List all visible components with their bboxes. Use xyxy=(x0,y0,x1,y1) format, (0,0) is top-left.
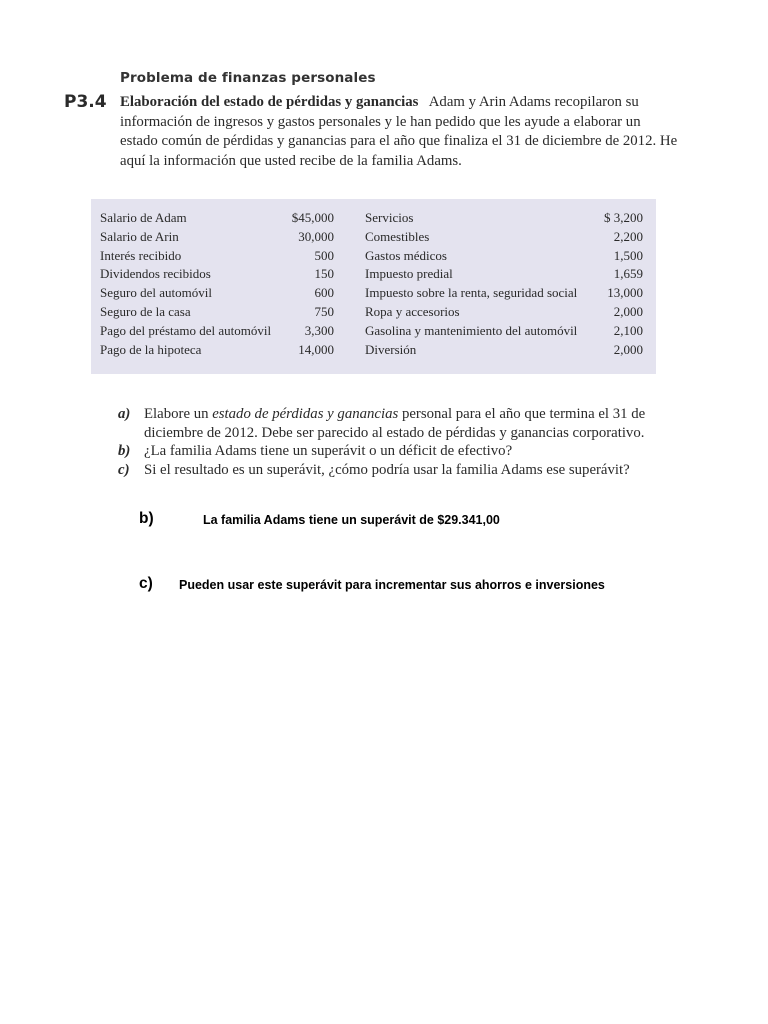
question-a-post: personal para el año que termina el 31 de diciembre de 2012. Debe ser parecido al estado de pérdidas y ganancias corporativo. xyxy=(144,406,646,441)
table-row xyxy=(100,303,334,322)
row-label: Gasolina y mantenimiento del automóvil xyxy=(365,322,578,338)
row-value: 2,200 xyxy=(613,228,643,244)
answer-c-letter: c) xyxy=(139,575,153,592)
table-row xyxy=(365,322,643,341)
table-row xyxy=(365,247,643,266)
answer-b-letter: b) xyxy=(139,510,154,527)
question-a xyxy=(118,405,678,442)
row-value: 150 xyxy=(314,266,334,282)
problem-body: Adam y Arin Adams recopilaron su información de ingresos y gastos personales y le han pedido que les ayude a elaborar un estado común de pérdidas y ganancias para el año que finaliza el 31 de diciembre de 2012. He aquí la información que usted recibe de la familia Adams. xyxy=(120,94,678,169)
row-value: 2,100 xyxy=(613,322,643,338)
question-list xyxy=(118,405,678,479)
section-title: Problema de finanzas personales xyxy=(120,70,376,86)
table-row xyxy=(100,265,334,284)
table-row xyxy=(100,284,334,303)
row-value: 14,000 xyxy=(298,341,334,357)
question-text xyxy=(144,405,678,442)
row-value: $45,000 xyxy=(291,210,334,225)
row-label: Gastos médicos xyxy=(365,247,447,263)
row-label: Impuesto sobre la renta, seguridad social xyxy=(365,285,578,301)
row-value: 30,000 xyxy=(298,228,334,244)
table-row xyxy=(365,265,643,284)
row-value: 13,000 xyxy=(607,285,643,301)
row-label: Pago del préstamo del automóvil xyxy=(100,322,272,338)
table-row xyxy=(365,284,643,303)
answer-b-text: La familia Adams tiene un superávit de $29.341,00 xyxy=(203,513,500,527)
row-label: Seguro de la casa xyxy=(100,303,191,319)
table-row xyxy=(100,341,334,360)
question-b xyxy=(118,442,678,461)
row-label: Salario de Arin xyxy=(100,228,179,244)
row-value: 600 xyxy=(314,285,334,301)
table-row xyxy=(365,209,643,228)
row-label: Comestibles xyxy=(365,228,430,244)
data-column-right xyxy=(365,209,643,359)
question-letter: a) xyxy=(118,406,131,422)
question-letter: c) xyxy=(118,461,130,478)
question-text: ¿La familia Adams tiene un superávit o un déficit de efectivo? xyxy=(144,443,513,459)
row-label: Salario de Adam xyxy=(100,210,187,225)
question-text: Si el resultado es un superávit, ¿cómo podría usar la familia Adams ese superávit? xyxy=(144,461,630,478)
row-label: Seguro del automóvil xyxy=(100,285,212,301)
row-value: 500 xyxy=(314,247,334,263)
problem-statement xyxy=(120,93,680,171)
row-label: Ropa y accesorios xyxy=(365,303,460,319)
table-row xyxy=(365,303,643,322)
problem-lead: Elaboración del estado de pérdidas y ganancias xyxy=(120,94,419,110)
table-row xyxy=(100,247,334,266)
question-a-pre: Elabore un xyxy=(144,406,213,422)
problem-number: P3.4 xyxy=(64,92,107,112)
table-row xyxy=(100,209,334,228)
question-letter: b) xyxy=(118,443,131,459)
row-value: 2,000 xyxy=(613,303,643,319)
row-value: 1,500 xyxy=(613,247,643,263)
data-table xyxy=(91,199,656,374)
row-value: 750 xyxy=(314,303,334,319)
answer-c-text: Pueden usar este superávit para incrementar sus ahorros e inversiones xyxy=(179,578,605,592)
row-value: 3,300 xyxy=(304,322,334,338)
table-row xyxy=(365,341,643,360)
table-row xyxy=(100,322,334,341)
row-label: Diversión xyxy=(365,341,417,357)
row-label: Dividendos recibidos xyxy=(100,266,211,282)
row-value: $ 3,200 xyxy=(604,210,643,225)
row-value: 2,000 xyxy=(613,341,643,357)
row-label: Impuesto predial xyxy=(365,266,453,282)
row-value: 1,659 xyxy=(613,266,643,282)
table-row xyxy=(365,228,643,247)
question-a-emphasis: estado de pérdidas y ganancias xyxy=(212,406,399,422)
row-label: Pago de la hipoteca xyxy=(100,341,202,357)
table-row xyxy=(100,228,334,247)
row-label: Interés recibido xyxy=(100,247,182,263)
row-label: Servicios xyxy=(365,210,414,225)
question-c xyxy=(118,461,678,480)
data-column-left xyxy=(100,209,334,359)
